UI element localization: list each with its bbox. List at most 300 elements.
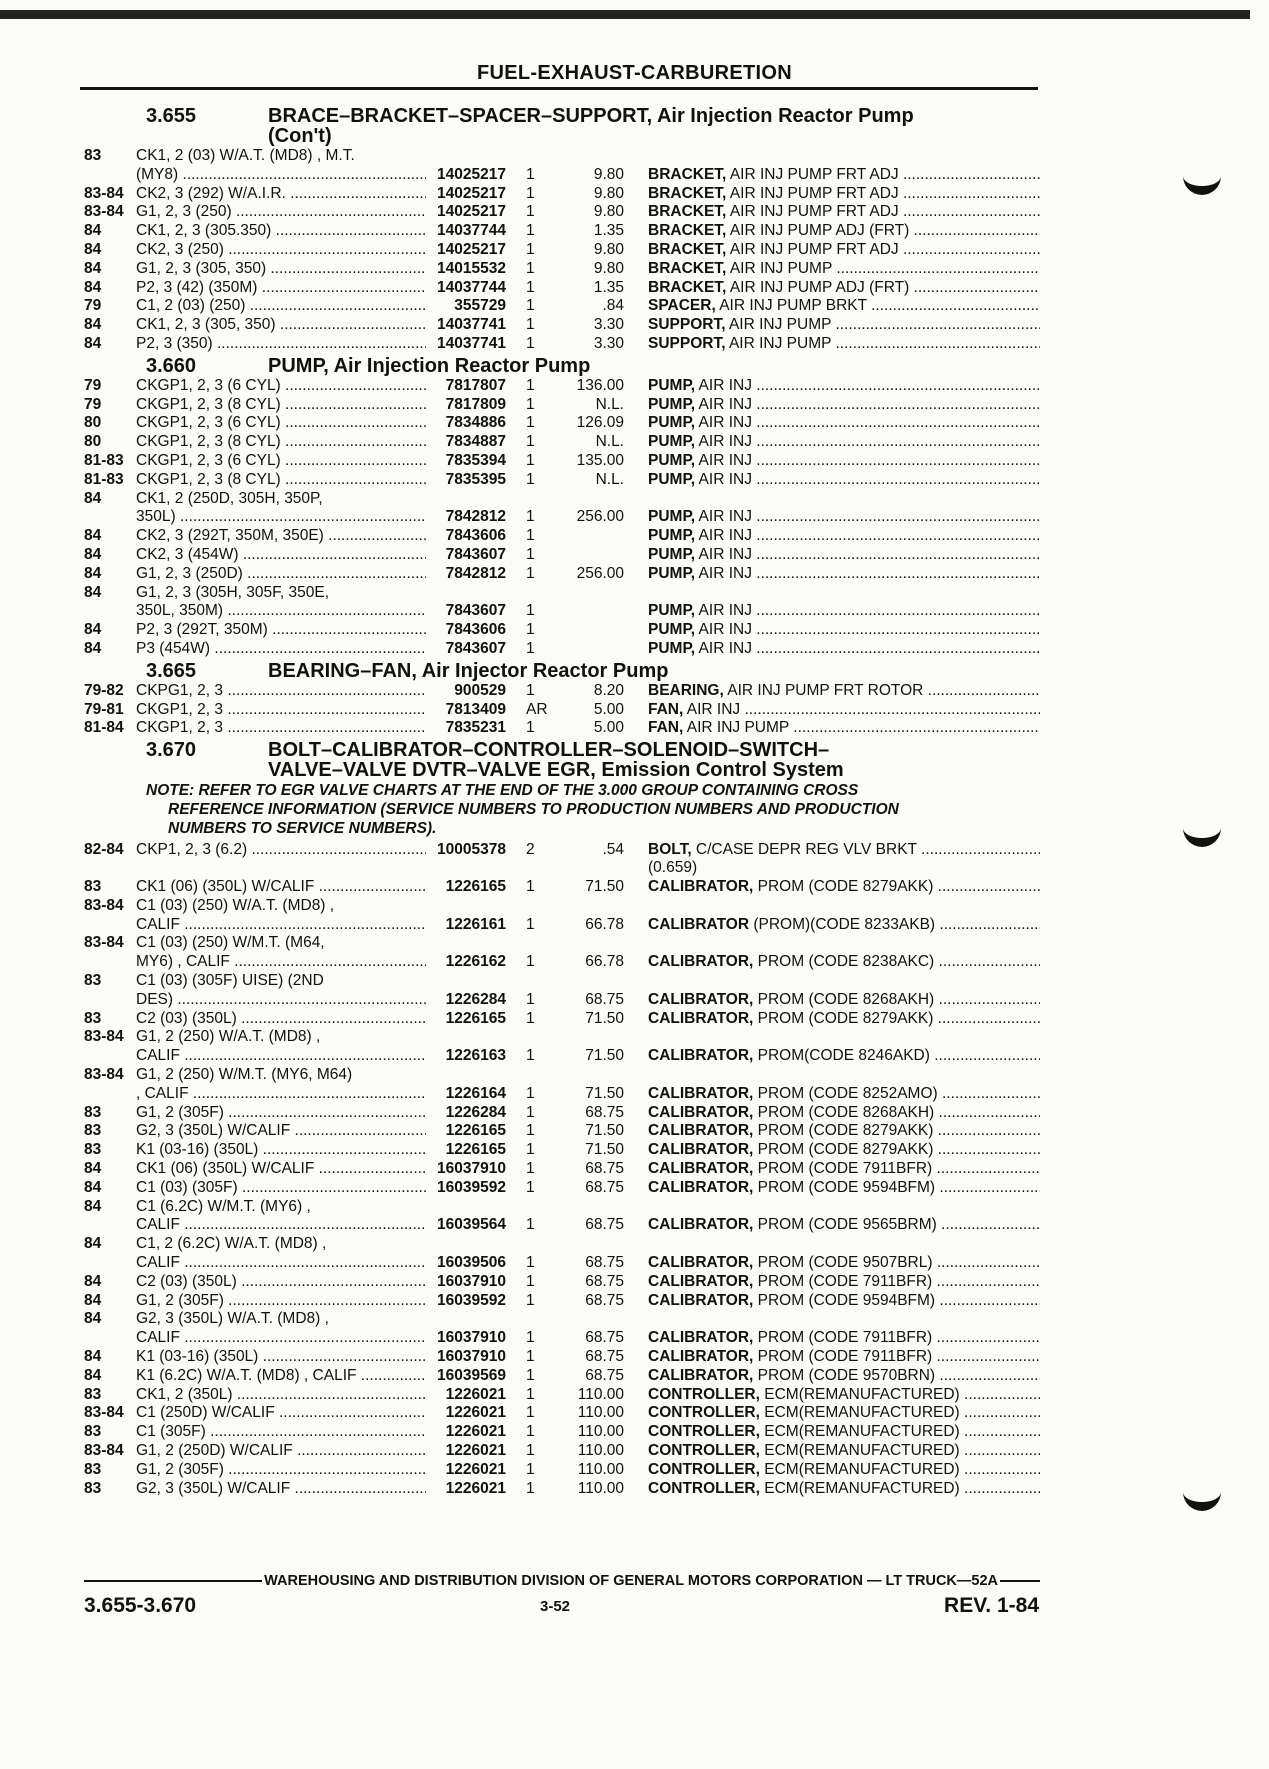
- part-name-noun: CONTROLLER,: [648, 1385, 760, 1403]
- part-name-noun: CONTROLLER,: [648, 1442, 760, 1459]
- model-year: 80: [84, 414, 102, 432]
- part-name-noun: CALIBRATOR,: [648, 1178, 754, 1196]
- catalog-row: [84, 1386, 1040, 1405]
- quantity: [506, 897, 552, 916]
- catalog-row: [84, 916, 1040, 935]
- part-number: 7843607: [445, 545, 506, 563]
- part-name-noun: PUMP,: [648, 602, 696, 620]
- footer-rule-right: [1000, 1580, 1040, 1582]
- catalog-row: [84, 396, 1040, 415]
- title-rule: [80, 87, 1038, 90]
- quantity: 1: [526, 1329, 535, 1347]
- catalog-row: [84, 490, 1040, 509]
- price: 66.78: [585, 915, 624, 933]
- part-name-detail: AIR INJ: [695, 639, 752, 657]
- price: 9.80: [593, 184, 624, 202]
- catalog-row: [84, 241, 1040, 260]
- catalog-row: [84, 546, 1040, 565]
- quantity: 1: [526, 681, 535, 699]
- part-name: [624, 953, 1040, 972]
- catalog-row: [84, 621, 1040, 640]
- catalog-row: [84, 203, 1040, 222]
- part-name: [624, 1198, 1040, 1217]
- application-description: G2, 3 (350L) W/A.T. (MD8) ,: [136, 1310, 329, 1328]
- part-name-detail: PROM (CODE 8238AKC): [753, 953, 935, 971]
- price: .54: [602, 840, 624, 858]
- model-year: 84: [84, 1272, 102, 1290]
- application-description: G2, 3 (350L) W/CALIF .....: [136, 1122, 426, 1141]
- part-name-noun: BEARING,: [648, 681, 724, 699]
- quantity: 1: [526, 1423, 535, 1441]
- catalog-row: [84, 527, 1040, 546]
- part-name: [624, 841, 1040, 860]
- part-name: [624, 1386, 1040, 1405]
- section-heading: [84, 740, 1040, 780]
- part-name: [624, 396, 1040, 415]
- application-description: CK1, 2, 3 (305, 350) .....: [136, 316, 426, 335]
- part-number: 1226021: [445, 1423, 506, 1441]
- part-name-noun: PUMP,: [648, 395, 696, 413]
- model-year: 83-84: [84, 1442, 124, 1459]
- application-description: CKGP1, 2, 3 (6 CYL) .....: [136, 452, 426, 471]
- application-description: K1 (03-16) (350L) .....: [136, 1141, 426, 1160]
- part-number: 355729: [454, 297, 506, 315]
- part-number: 1226165: [445, 1009, 506, 1027]
- part-name-detail: AIR INJ PUMP: [726, 259, 833, 277]
- model-year: [84, 916, 136, 935]
- application-description: G2, 3 (350L) W/CALIF .....: [136, 1480, 426, 1499]
- part-number: 14037744: [437, 222, 506, 240]
- part-name: [624, 972, 1040, 991]
- part-name-detail: AIR INJ: [695, 564, 752, 582]
- part-name: [624, 1104, 1040, 1123]
- part-name: [624, 1404, 1040, 1423]
- application-description: CKPG1, 2, 3 .....: [136, 682, 426, 701]
- part-name-detail: C/CASE DEPR REG VLV BRKT: [691, 840, 917, 858]
- part-name: [624, 701, 1040, 720]
- model-year: 83-84: [84, 896, 124, 914]
- part-name: [624, 335, 1040, 354]
- price: 68.75: [585, 1160, 624, 1178]
- price: 135.00: [576, 451, 624, 469]
- part-name-detail: AIR INJ: [695, 376, 752, 394]
- catalog-row: [84, 878, 1040, 897]
- part-number: 14037741: [437, 316, 506, 334]
- part-name-detail: PROM (CODE 8279AKK): [753, 1009, 934, 1027]
- part-number: 1226021: [445, 1404, 506, 1422]
- application-description: CKGP1, 2, 3 (6 CYL) .....: [136, 377, 426, 396]
- catalog-row: [84, 279, 1040, 298]
- application-description: CKGP1, 2, 3 .....: [136, 701, 426, 720]
- model-year: 84: [84, 489, 102, 507]
- catalog-row: [84, 316, 1040, 335]
- price: [552, 1066, 624, 1085]
- price: [552, 1235, 624, 1254]
- quantity: 1: [526, 639, 535, 657]
- model-year: 84: [84, 316, 102, 334]
- model-year: [84, 166, 136, 185]
- part-number: 1226165: [445, 1122, 506, 1140]
- catalog-row: [84, 1028, 1040, 1047]
- part-name: [624, 471, 1040, 490]
- part-name-detail: PROM (CODE 9565BRM): [753, 1216, 937, 1234]
- part-number: 7843607: [445, 602, 506, 620]
- model-year: 84: [84, 1197, 102, 1215]
- part-name-detail: AIR INJ: [695, 395, 752, 413]
- model-year: [84, 1216, 136, 1235]
- part-name-detail: AIR INJ: [695, 433, 752, 451]
- part-name-noun: BRACKET,: [648, 240, 727, 258]
- price: 9.80: [593, 240, 624, 258]
- price: [552, 897, 624, 916]
- model-year: 80: [84, 433, 102, 451]
- binder-hole-mark: [1183, 1476, 1221, 1511]
- price: 1.35: [593, 222, 624, 240]
- application-description: C1 (6.2C) W/M.T. (MY6) ,: [136, 1197, 311, 1215]
- model-year: 84: [84, 1160, 102, 1178]
- catalog-row: [84, 897, 1040, 916]
- part-name: [624, 859, 1040, 878]
- quantity: 1: [526, 602, 535, 620]
- application-description: CALIF .....: [136, 916, 426, 935]
- part-number: 14025217: [437, 203, 506, 221]
- part-name-noun: BRACKET,: [648, 184, 727, 202]
- quantity: 1: [526, 1385, 535, 1403]
- application-description: CK2, 3 (292) W/A.I.R. .....: [136, 185, 426, 204]
- model-year: 83-84: [84, 184, 124, 202]
- price: [552, 621, 624, 640]
- part-number: [426, 1066, 506, 1085]
- part-number: 7817809: [445, 395, 506, 413]
- part-name-noun: BRACKET,: [648, 222, 727, 240]
- model-year: 81-83: [84, 451, 124, 469]
- part-number: 1226021: [445, 1460, 506, 1478]
- catalog-row: [84, 452, 1040, 471]
- part-number: 7817807: [445, 376, 506, 394]
- model-year: [84, 1254, 136, 1273]
- part-name: [624, 1480, 1040, 1499]
- part-number: [426, 1310, 506, 1329]
- part-number: 14025217: [437, 184, 506, 202]
- part-name-noun: CALIBRATOR,: [648, 1329, 754, 1347]
- model-year: 84: [84, 1235, 102, 1253]
- section-title-main: BEARING–FAN,: [268, 659, 417, 682]
- part-name: [624, 166, 1040, 185]
- application-description: 350L, 350M) .....: [136, 602, 426, 621]
- price: 5.00: [593, 719, 624, 737]
- section-title-rest: Air Injection Reactor Pump: [328, 354, 591, 377]
- part-number: [426, 859, 506, 878]
- price: 71.50: [585, 878, 624, 896]
- price: 68.75: [585, 1329, 624, 1347]
- part-name-detail: AIR INJ: [695, 451, 752, 469]
- part-number: 14037744: [437, 278, 506, 296]
- part-name-noun: CALIBRATOR,: [648, 1216, 754, 1234]
- quantity: 1: [526, 1047, 535, 1065]
- part-name-detail: AIR INJ: [695, 621, 752, 639]
- application-description: CK1, 2 (03) W/A.T. (MD8) , M.T.: [136, 147, 355, 164]
- part-name: [624, 1235, 1040, 1254]
- part-name-detail: PROM (CODE 7911BFR): [753, 1348, 933, 1366]
- price: 126.09: [576, 414, 624, 432]
- note-line: REFERENCE INFORMATION (SERVICE NUMBERS TO PRODUCTION NUMBERS AND PRODUCTION: [168, 800, 899, 818]
- section-number: 3.660: [146, 354, 197, 377]
- part-name: [624, 897, 1040, 916]
- quantity: 1: [526, 508, 535, 526]
- part-name-detail: PROM (CODE 8279AKK): [753, 1141, 934, 1159]
- catalog-row: [84, 260, 1040, 279]
- part-number: 14025217: [437, 240, 506, 258]
- application-description: G1, 2 (250) W/M.T. (MY6, M64): [136, 1066, 353, 1084]
- part-name: [624, 203, 1040, 222]
- price: [552, 859, 624, 878]
- catalog-row: [84, 147, 1040, 166]
- quantity: 1: [526, 278, 535, 296]
- part-name-detail: PROM (CODE 8268AKH): [753, 990, 935, 1008]
- part-name-detail: AIR INJ: [695, 602, 752, 620]
- part-name-noun: FAN,: [648, 700, 684, 718]
- footer-section-range: 3.655-3.670: [84, 1594, 197, 1617]
- model-year: 83: [84, 1385, 102, 1403]
- price: 68.75: [585, 1103, 624, 1121]
- quantity: [506, 147, 552, 166]
- model-year: 83-84: [84, 1066, 124, 1084]
- part-name-detail: AIR INJ PUMP FRT ADJ: [726, 165, 899, 183]
- model-year: 84: [84, 240, 102, 258]
- quantity: 1: [526, 1404, 535, 1422]
- part-name: [624, 1348, 1040, 1367]
- application-description: CKGP1, 2, 3 (8 CYL) .....: [136, 433, 426, 452]
- part-name-detail: AIR INJ: [695, 470, 752, 488]
- application-description: CKGP1, 2, 3 (8 CYL) .....: [136, 396, 426, 415]
- part-name-detail: ECM(REMANUFACTURED): [759, 1385, 960, 1403]
- part-name-detail: (0.659): [648, 859, 698, 877]
- part-name-detail: AIR INJ: [695, 527, 752, 545]
- price: 9.80: [593, 203, 624, 221]
- part-name-detail: ECM(REMANUFACTURED): [759, 1479, 960, 1497]
- model-year: [84, 859, 136, 878]
- quantity: 1: [526, 297, 535, 315]
- catalog-row: [84, 719, 1040, 738]
- application-description: CK2, 3 (292T, 350M, 350E) .....: [136, 527, 426, 546]
- part-number: 1226162: [445, 953, 506, 971]
- catalog-row: [84, 1104, 1040, 1123]
- application-description: G1, 2 (250) W/A.T. (MD8) ,: [136, 1028, 321, 1046]
- part-name: [624, 1122, 1040, 1141]
- quantity: 1: [526, 1479, 535, 1497]
- model-year: 83: [84, 972, 102, 990]
- binder-hole-mark: [1183, 812, 1221, 847]
- part-name-noun: CONTROLLER,: [648, 1404, 760, 1422]
- catalog-row: [84, 640, 1040, 659]
- part-name-detail: ECM(REMANUFACTURED): [759, 1423, 960, 1441]
- price: 1.35: [593, 278, 624, 296]
- part-name: [624, 452, 1040, 471]
- part-name-noun: CALIBRATOR,: [648, 1291, 754, 1309]
- part-name-noun: CALIBRATOR,: [648, 878, 754, 896]
- catalog-row: [84, 1310, 1040, 1329]
- part-name-detail: PROM (CODE 7911BFR): [753, 1160, 933, 1178]
- price: 136.00: [576, 376, 624, 394]
- part-name: [624, 1047, 1040, 1066]
- model-year: 84: [84, 1291, 102, 1309]
- quantity: 1: [526, 376, 535, 394]
- price: 68.75: [585, 1178, 624, 1196]
- catalog-row: [84, 1085, 1040, 1104]
- part-number: 1226284: [445, 1103, 506, 1121]
- application-description: C1 (305F) .....: [136, 1423, 426, 1442]
- part-name: [624, 878, 1040, 897]
- part-name-detail: AIR INJ PUMP ADJ (FRT): [726, 222, 910, 240]
- footer-revision: REV. 1-84: [944, 1594, 1039, 1617]
- part-name: [624, 934, 1040, 953]
- application-description: (MY8) .....: [136, 166, 426, 185]
- price: [552, 602, 624, 621]
- quantity: 1: [526, 395, 535, 413]
- price: [552, 584, 624, 603]
- model-year: 79-82: [84, 681, 124, 699]
- part-name-detail: (PROM)(CODE 8233AKB): [749, 915, 936, 933]
- price: 110.00: [577, 1460, 624, 1478]
- catalog-row: [84, 335, 1040, 354]
- quantity: 1: [526, 527, 535, 545]
- part-name-noun: PUMP,: [648, 376, 696, 394]
- part-number: [426, 934, 506, 953]
- note-line: NUMBERS TO SERVICE NUMBERS).: [168, 819, 437, 837]
- part-name: [624, 991, 1040, 1010]
- section-title-main: BOLT–CALIBRATOR–CONTROLLER–SOLENOID–SWITCH–: [268, 739, 830, 762]
- catalog-row: [84, 1141, 1040, 1160]
- catalog-row: [84, 377, 1040, 396]
- part-name-detail: PROM (CODE 8279AKK): [753, 878, 934, 896]
- application-description: C1 (03) (305F) UISE) (2ND: [136, 972, 324, 990]
- application-description: G1, 2 (305F) .....: [136, 1104, 426, 1123]
- part-name: [624, 1085, 1040, 1104]
- part-name-noun: CALIBRATOR,: [648, 1272, 754, 1290]
- price: 68.75: [585, 1254, 624, 1272]
- model-year: 84: [84, 1366, 102, 1384]
- part-number: 14037741: [437, 334, 506, 352]
- part-name: [624, 297, 1040, 316]
- section-title-line2: VALVE–VALVE DVTR–VALVE EGR, Emission Control System: [268, 759, 844, 782]
- part-name-noun: CALIBRATOR,: [648, 1366, 754, 1384]
- application-description: CKGP1, 2, 3 (8 CYL) .....: [136, 471, 426, 490]
- catalog-row: [84, 471, 1040, 490]
- catalog-row: [84, 953, 1040, 972]
- application-description: C1 (03) (250) W/M.T. (M64,: [136, 934, 325, 952]
- part-name: [624, 584, 1040, 603]
- model-year: 84: [84, 639, 102, 657]
- price: 110.00: [577, 1385, 624, 1403]
- part-name: [624, 279, 1040, 298]
- footer-division-text: WAREHOUSING AND DISTRIBUTION DIVISION OF GENERAL MOTORS CORPORATION — LT TRUCK—52A: [264, 1573, 998, 1589]
- quantity: 1: [526, 203, 535, 221]
- part-name: [624, 377, 1040, 396]
- model-year: 83: [84, 147, 102, 164]
- application-description: CALIF .....: [136, 1216, 426, 1235]
- application-description: G1, 2 (250D) W/CALIF .....: [136, 1442, 426, 1461]
- catalog-row: [84, 991, 1040, 1010]
- quantity: [506, 934, 552, 953]
- model-year: 84: [84, 545, 102, 563]
- catalog-row: [84, 1047, 1040, 1066]
- price: 68.75: [585, 1216, 624, 1234]
- part-name-noun: CALIBRATOR,: [648, 990, 754, 1008]
- model-year: [84, 953, 136, 972]
- catalog-row: [84, 222, 1040, 241]
- part-name: [624, 1010, 1040, 1029]
- part-number: 10005378: [437, 840, 506, 858]
- part-number: 7834887: [445, 433, 506, 451]
- quantity: [506, 1198, 552, 1217]
- model-year: 84: [84, 278, 102, 296]
- price: 71.50: [585, 1084, 624, 1102]
- quantity: [506, 584, 552, 603]
- quantity: [506, 1028, 552, 1047]
- part-number: 16037910: [437, 1272, 506, 1290]
- price: 5.00: [593, 700, 624, 718]
- part-name-noun: BRACKET,: [648, 165, 727, 183]
- part-name: [624, 433, 1040, 452]
- catalog-row: [84, 166, 1040, 185]
- catalog-row: [84, 1254, 1040, 1273]
- price: N.L.: [595, 433, 624, 451]
- footer-rule-left: [84, 1580, 262, 1582]
- quantity: [506, 1235, 552, 1254]
- catalog-row: [84, 1404, 1040, 1423]
- quantity: 1: [526, 414, 535, 432]
- quantity: 1: [526, 316, 535, 334]
- note-line: NOTE: REFER TO EGR VALVE CHARTS AT THE END OF THE 3.000 GROUP CONTAINING CROSS: [146, 782, 859, 800]
- section-heading: [84, 356, 1040, 376]
- part-number: 900529: [454, 681, 506, 699]
- part-number: 16037910: [437, 1329, 506, 1347]
- quantity: 1: [526, 1009, 535, 1027]
- application-description: CALIF .....: [136, 1047, 426, 1066]
- part-name-detail: PROM (CODE 9594BFM): [753, 1178, 936, 1196]
- application-description: CKGP1, 2, 3 (6 CYL) .....: [136, 414, 426, 433]
- part-number: 7834886: [445, 414, 506, 432]
- quantity: 1: [526, 433, 535, 451]
- part-name: [624, 1160, 1040, 1179]
- application-description: CK1 (06) (350L) W/CALIF .....: [136, 1160, 426, 1179]
- model-year: 83: [84, 1122, 102, 1140]
- parts-catalog-content: [84, 104, 1040, 1498]
- part-name: [624, 916, 1040, 935]
- part-number: 1226165: [445, 878, 506, 896]
- part-name-detail: AIR INJ PUMP BRKT: [715, 297, 867, 315]
- part-name: [624, 565, 1040, 584]
- part-number: 16039506: [437, 1254, 506, 1272]
- part-number: 7842812: [445, 508, 506, 526]
- part-number: 7835394: [445, 451, 506, 469]
- part-name-noun: CALIBRATOR,: [648, 1254, 754, 1272]
- section-number: 3.655: [146, 105, 197, 127]
- model-year: 84: [84, 1310, 102, 1328]
- application-description: CALIF .....: [136, 1254, 426, 1273]
- price: 68.75: [585, 1272, 624, 1290]
- part-name-detail: ECM(REMANUFACTURED): [759, 1460, 960, 1478]
- quantity: 1: [526, 1084, 535, 1102]
- page-title: FUEL-EXHAUST-CARBURETION: [477, 62, 792, 84]
- part-name-noun: FAN,: [648, 719, 684, 737]
- part-name-detail: PROM (CODE 8252AMO): [753, 1084, 938, 1102]
- part-name-noun: CALIBRATOR,: [648, 1122, 754, 1140]
- model-year: [84, 508, 136, 527]
- quantity: 1: [526, 1291, 535, 1309]
- model-year: 84: [84, 1178, 102, 1196]
- model-year: 84: [84, 259, 102, 277]
